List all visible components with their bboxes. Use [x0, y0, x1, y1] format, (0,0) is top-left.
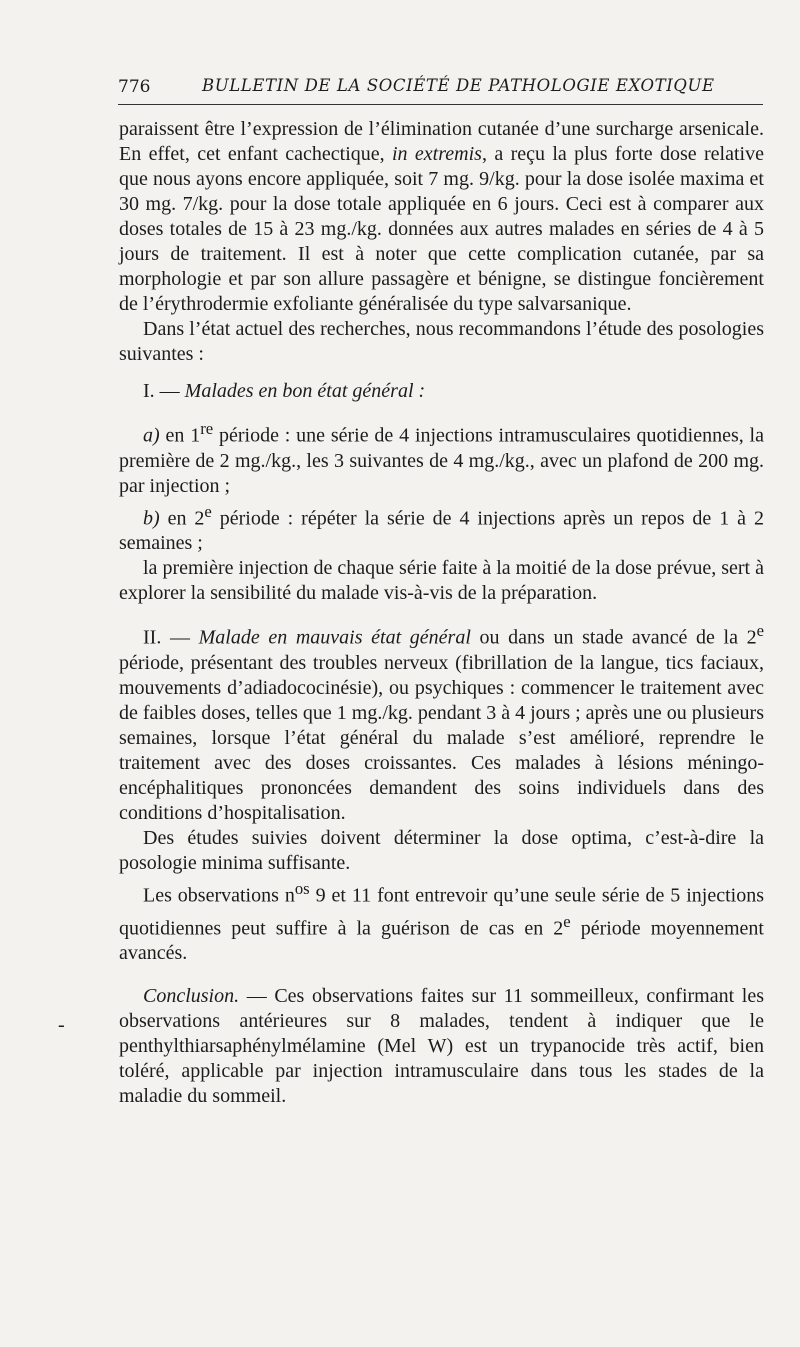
page-number: 776	[118, 77, 151, 97]
paragraph-first-injection: la première injection de chaque série faite à la moitié de la dose prévue, sert à explorer la sensibilité du malade vis-à-vis de la préparation.	[119, 557, 764, 605]
item-b-label: b)	[143, 507, 160, 530]
margin-mark: -	[58, 1014, 65, 1036]
paragraph-1: paraissent être l’expression de l’élimination cutanée d’une surcharge arsenicale. En effet, cet enfant cachectique, in extremis, a reçu la plus forte dose relative que nous ayons encore appliquée, soit 7 mg. 9/kg. pour la dose isolée maxima et 30 mg. 7/kg. pour la dose totale appliquée en 6 jours. Ceci est à comparer aux doses totales de 15 à 23 mg./kg. données aux autres malades en séries de 4 à 5 jours de traitement. Il est à noter que cette complication cutanée, par sa morphologie et par son allure passagère et bénigne, se distingue foncièrement de l’érythrodermie exfoliante généralisée du type salvarsanique.	[119, 118, 764, 315]
item-a-label: a)	[143, 424, 160, 447]
section-2: II. — Malade en mauvais état général ou dans un stade avancé de la 2e période, présentant des troubles nerveux (fibrillation de la langue, tics faciaux, mouvements d’adiadococinésie), ou psychiques : commencer le traitement avec de faibles doses, telles que 1 mg./kg. pendant 3 à 4 jours ; après une ou plusieurs semaines, lorsque l’état général du malade s’est amélioré, reprendre le traitement avec des doses croissantes. Ces malades à lésions méningo-encéphalitiques prononcées demandent des soins individuels dans des conditions d’hospitalisation.	[119, 621, 764, 824]
item-a: a) en 1re période : une série de 4 injections intramusculaires quotidiennes, la première de 2 mg./kg., les 3 suivantes de 4 mg./kg., avec un plafond de 200 mg. par injection ;	[119, 419, 764, 497]
section-1-heading: I. — Malades en bon état général :	[143, 380, 426, 402]
conclusion-label: Conclusion.	[143, 985, 240, 1008]
body-text	[119, 117, 764, 1109]
paragraph-posologies: Dans l’état actuel des recherches, nous recommandons l’étude des posologies suivantes :	[119, 318, 764, 365]
running-header	[118, 74, 763, 105]
paragraph-etudes: Des études suivies doivent déterminer la dose optima, c’est-à-dire la posologie minima suffisante.	[119, 826, 764, 874]
item-b: b) en 2e période : répéter la série de 4 injections après un repos de 1 à 2 semaines ;	[119, 501, 764, 555]
paragraph-observations: Les observations $n^{os}$ 9 et 11 font entrevoir qu’une seule série de 5 injections quotidiennes peut suffire à la guérison de cas en 2e période moyennement avancés.	[119, 878, 764, 965]
conclusion: Conclusion. — Ces observations faites sur 11 sommeilleux, confirmant les observations antérieures sur 8 malades, tendent à indiquer que le penthylthiarsaphénylmélamine (Mel W) est un trypanocide très actif, bien toléré, applicable par injection intramusculaire dans tous les stades de la maladie du sommeil.	[119, 985, 764, 1108]
emphasis-in-extremis: in extremis	[392, 143, 482, 165]
running-title: BULLETIN DE LA SOCIÉTÉ DE PATHOLOGIE EXOTIQUE	[202, 76, 715, 95]
